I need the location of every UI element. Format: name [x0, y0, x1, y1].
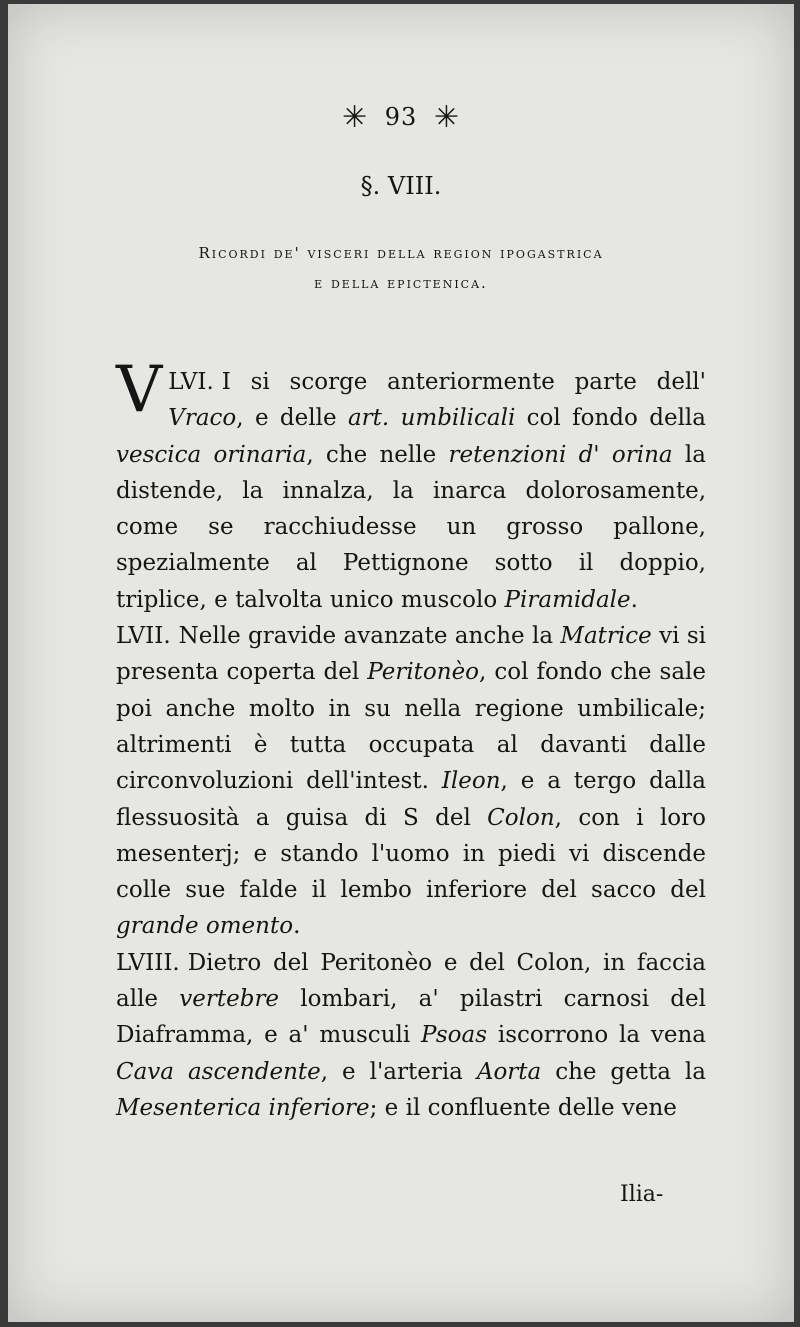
- text: che getta la: [541, 1058, 706, 1085]
- page-number: 93: [384, 103, 418, 131]
- text: Nelle gravide avanzate anche la: [178, 623, 561, 650]
- text: la distende, la innalza, la inarca dolorosamente, come se racchiudesse un grosso pallone, spezialmente al Pettignone sotto il doppio, triplice, e talvolta unico muscolo: [116, 441, 706, 613]
- text: , che nelle: [306, 441, 449, 468]
- text: , con i loro mesenterj; e stando l'uomo in piedi vi discende colle sue falde il lembo inferiore del sacco del: [116, 804, 706, 904]
- italic-term: Peritonèo: [367, 659, 480, 686]
- text: vi si presenta coperta del: [116, 623, 707, 686]
- italic-term: art. umbilicali: [347, 405, 516, 432]
- paragraph-number: LVIII.: [116, 949, 180, 976]
- body-text: [116, 353, 707, 1126]
- chapter-title-line-2: e della epictenica.: [314, 274, 488, 292]
- text: ; e il confluente delle vene: [369, 1094, 677, 1121]
- italic-term: Cava ascendente: [116, 1058, 321, 1085]
- text: , e l'arteria: [320, 1058, 477, 1085]
- book-page: [8, 4, 794, 1322]
- text: col fondo della: [515, 405, 706, 432]
- section-heading: §. VIII.: [360, 172, 442, 200]
- italic-term: vertebre: [179, 986, 280, 1013]
- italic-term: retenzioni d' orina: [448, 441, 673, 468]
- italic-term: grande omento: [116, 913, 294, 940]
- catchword: Ilia-: [620, 1182, 664, 1207]
- italic-term: Aorta: [476, 1058, 542, 1085]
- drop-cap: V: [116, 353, 163, 427]
- italic-term: Matrice: [560, 623, 652, 650]
- text: , e delle: [236, 405, 348, 432]
- page-header: [8, 100, 794, 135]
- paragraph-lviii: [116, 945, 706, 1126]
- text: , e a tergo dalla flessuosità a guisa di S del: [116, 768, 706, 831]
- paragraph-lvii: [116, 618, 706, 945]
- text: .: [630, 586, 638, 613]
- asterisk-ornament-icon: ✳: [433, 100, 461, 135]
- italic-term: Piramidale: [504, 586, 631, 613]
- italic-term: Ileon: [441, 768, 501, 795]
- italic-term: Psoas: [421, 1022, 488, 1049]
- italic-term: vescica orinaria: [116, 441, 307, 468]
- text: iscorrono la vena: [487, 1022, 706, 1049]
- italic-term: Mesenterica inferiore: [116, 1094, 370, 1121]
- italic-term: Colon: [487, 804, 555, 831]
- italic-term: Vraco: [168, 405, 237, 432]
- text: lombari, a' pilastri carnosi del Diaframma, e a' musculi: [116, 986, 706, 1049]
- text: , col fondo che sale poi anche molto in su nella regione umbilicale; altrimenti è tutta occupata al davanti dalle circonvoluzioni dell'intest.: [116, 659, 707, 795]
- asterisk-ornament-icon: ✳: [341, 100, 369, 135]
- text: Dietro del Peritonèo e del Colon, in faccia alle: [116, 949, 706, 1013]
- paragraph-lvi: [116, 353, 706, 618]
- chapter-title-line-1: Ricordi de' visceri della region ipogastrica: [198, 244, 604, 262]
- text: .: [293, 913, 301, 940]
- paragraph-number: LVI.: [168, 369, 214, 395]
- text: I si scorge anteriormente parte dell': [221, 369, 706, 395]
- paragraph-number: LVII.: [116, 623, 171, 650]
